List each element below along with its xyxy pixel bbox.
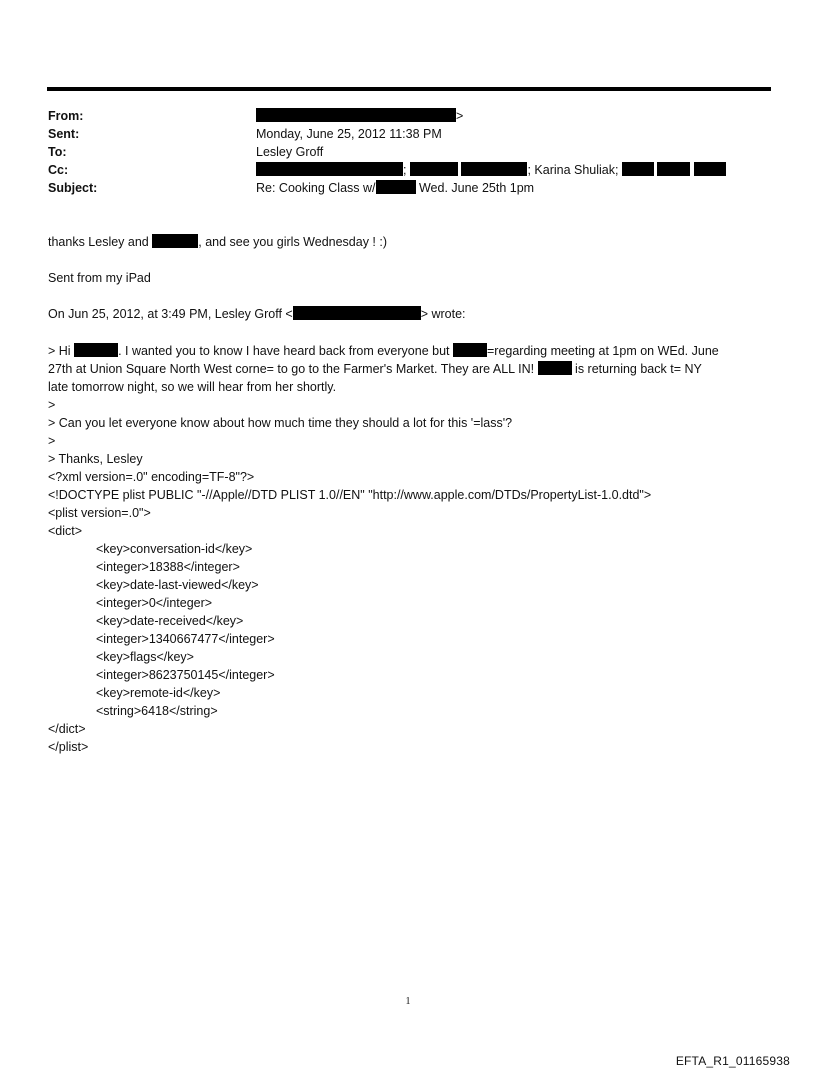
xml-line: </plist>: [48, 740, 89, 754]
text: , and see you girls Wednesday ! :): [198, 235, 388, 249]
redaction-block: [152, 234, 198, 248]
xml-line: <key>conversation-id</key>: [96, 542, 253, 556]
text: > wrote:: [420, 307, 466, 321]
xml-line: <dict>: [48, 524, 83, 538]
text: > Hi: [48, 344, 75, 358]
quoted-line: [48, 342, 719, 360]
redaction-block: [293, 306, 421, 320]
page-number: 1: [405, 996, 411, 1007]
reply-line: [48, 233, 387, 251]
redaction-block: [256, 162, 403, 176]
subject-label: Subject:: [48, 181, 98, 195]
to-label: To:: [48, 145, 67, 159]
xml-line: <key>remote-id</key>: [96, 686, 221, 700]
quoted-line: >: [48, 434, 56, 448]
sent-value: Monday, June 25, 2012 11:38 PM: [256, 127, 442, 141]
xml-line: <?xml version=.0" encoding=TF-8"?>: [48, 470, 255, 484]
cc-separator: ; Karina Shuliak;: [527, 163, 619, 177]
xml-line: <integer>8623750145</integer>: [96, 668, 275, 682]
xml-line: <string>6418</string>: [96, 704, 218, 718]
text: =regarding meeting at 1pm on WEd. June: [486, 344, 719, 358]
xml-line: </dict>: [48, 722, 86, 736]
xml-line: <integer>1340667477</integer>: [96, 632, 275, 646]
text: . I wanted you to know I have heard back from everyone but: [118, 344, 453, 358]
to-value: Lesley Groff: [256, 145, 324, 159]
subject-text: Re: Cooking Class w/: [256, 181, 376, 195]
xml-line: <integer>0</integer>: [96, 596, 213, 610]
signature-line: Sent from my iPad: [48, 271, 151, 285]
xml-line: <integer>18388</integer>: [96, 560, 240, 574]
quoted-line: [48, 360, 702, 378]
quoted-line: >: [48, 398, 56, 412]
redaction-block: [538, 361, 572, 375]
quoted-line: > Thanks, Lesley: [48, 452, 143, 466]
sent-label: Sent:: [48, 127, 80, 141]
cc-label: Cc:: [48, 163, 69, 177]
xml-line: <!DOCTYPE plist PUBLIC "-//Apple//DTD PLIST 1.0//EN" "http://www.apple.com/DTDs/PropertyList-1.0.dtd">: [48, 488, 652, 502]
quoted-line: late tomorrow night, so we will hear from her shortly.: [48, 380, 337, 394]
from-suffix: >: [456, 109, 464, 123]
xml-line: <key>date-received</key>: [96, 614, 244, 628]
text: 27th at Union Square North West corne= to go to the Farmer's Market. They are ALL IN!: [48, 362, 538, 376]
quoted-line: > Can you let everyone know about how much time they should a lot for this '=lass'?: [48, 416, 513, 430]
redaction-block: [461, 162, 527, 176]
text: thanks Lesley and: [48, 235, 153, 249]
subject-value: [256, 180, 534, 196]
redaction-block: [453, 343, 487, 357]
document-id: EFTA_R1_01165938: [675, 1054, 790, 1068]
redaction-block: [74, 343, 118, 357]
xml-line: <plist version=.0">: [48, 506, 151, 520]
from-value: [256, 108, 463, 124]
subject-text: Wed. June 25th 1pm: [415, 181, 535, 195]
redaction-block: [694, 162, 726, 176]
xml-line: <key>flags</key>: [96, 650, 194, 664]
cc-separator: ;: [403, 163, 407, 177]
quote-header: [48, 305, 466, 323]
redaction-block: [410, 162, 458, 176]
cc-value: [256, 162, 726, 178]
redaction-block: [622, 162, 654, 176]
header-rule: [47, 87, 771, 91]
redaction-block: [376, 180, 416, 194]
xml-line: <key>date-last-viewed</key>: [96, 578, 259, 592]
text: On Jun 25, 2012, at 3:49 PM, Lesley Groff <: [48, 307, 293, 321]
text: is returning back t= NY: [571, 362, 702, 376]
redaction-block: [657, 162, 690, 176]
from-label: From:: [48, 109, 84, 123]
redaction-block: [256, 108, 456, 122]
